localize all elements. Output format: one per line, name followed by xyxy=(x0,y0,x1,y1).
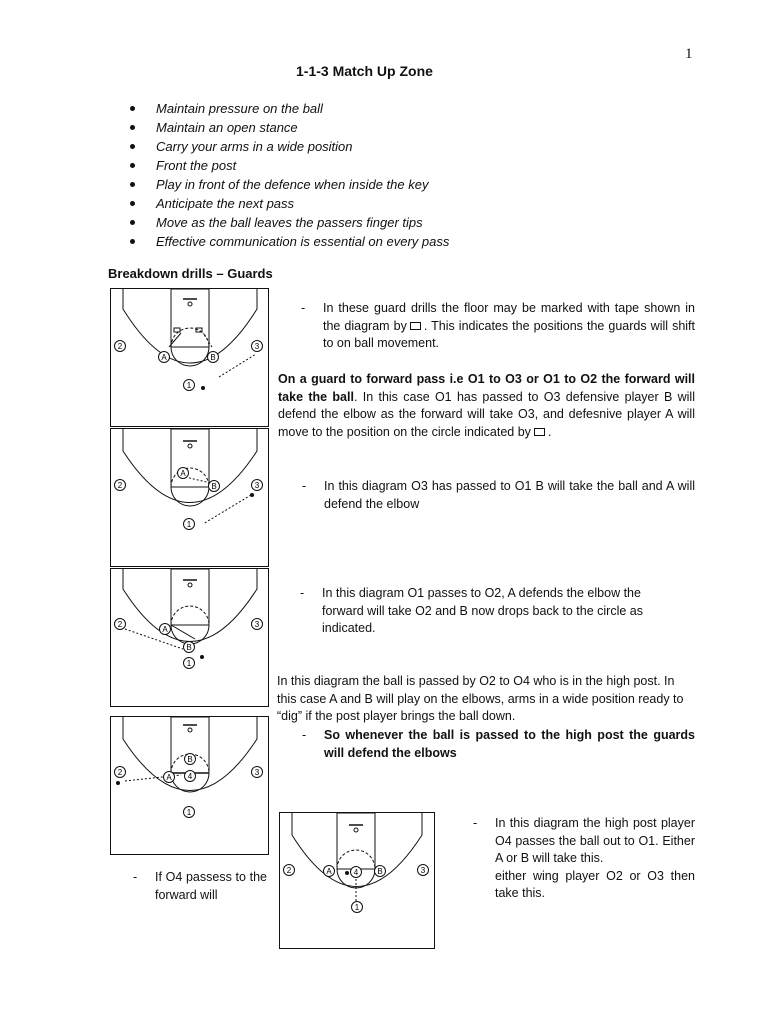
svg-text:A: A xyxy=(326,867,332,876)
svg-text:1: 1 xyxy=(186,808,192,817)
high-post-note: In this diagram the ball is passed by O2 to O4 who is in the high post. In this case A and B will play on the elbows, arms in a wide position ready to “dig” if the post player brings the ball down. xyxy=(277,674,684,723)
svg-text:B: B xyxy=(211,482,217,491)
bullet-icon xyxy=(130,106,135,111)
player-o1 xyxy=(184,380,195,391)
tape-marker-icon xyxy=(410,322,421,330)
section-heading: Breakdown drills – Guards xyxy=(108,266,273,281)
svg-text:3: 3 xyxy=(254,620,260,629)
svg-text:2: 2 xyxy=(117,620,123,629)
ball-icon xyxy=(345,871,349,875)
svg-text:1: 1 xyxy=(186,659,192,668)
player-o3 xyxy=(252,480,263,491)
svg-text:A: A xyxy=(166,773,172,782)
bullet-icon xyxy=(130,125,135,130)
player-o2 xyxy=(115,767,126,778)
defender-a xyxy=(160,624,171,635)
high-post-rule: - So whenever the ball is passed to the high post the guards will defend the elbows xyxy=(302,728,695,760)
svg-text:2: 2 xyxy=(117,342,123,351)
player-o3 xyxy=(252,619,263,630)
svg-text:A: A xyxy=(162,625,168,634)
diagram2-note: - In this diagram O3 has passed to O1 B will take the ball and A will defend the elbow xyxy=(302,479,695,511)
list-item: Play in front of the defence when inside the key xyxy=(130,175,449,194)
svg-text:A: A xyxy=(180,469,186,478)
bullet-icon xyxy=(130,182,135,187)
player-o2 xyxy=(115,341,126,352)
svg-text:1: 1 xyxy=(186,520,192,529)
defender-b xyxy=(375,866,386,877)
tape-note: - In these guard drills the floor may be marked with tape shown in the diagram by . This indicates the positions the guards will shift to on ball movement. xyxy=(301,301,696,350)
list-item: Move as the ball leaves the passers finger tips xyxy=(130,213,449,232)
list-item: Maintain an open stance xyxy=(130,118,449,137)
player-o1 xyxy=(352,902,363,913)
diagram5-note: - In this diagram the high post player O4 passes the ball out to O1. Either A or B will take this. either wing player O2 or O3 then take this. xyxy=(473,816,695,900)
court-diagram-5 xyxy=(279,812,435,949)
diagram3-note: - In this diagram O1 passes to O2, A defends the elbow the forward will take O2 and B now drops back to the circle as indicated. xyxy=(300,586,643,635)
list-item: Carry your arms in a wide position xyxy=(130,137,449,156)
player-o4 xyxy=(351,867,362,878)
defender-b xyxy=(209,481,220,492)
svg-text:3: 3 xyxy=(254,342,260,351)
ball-icon xyxy=(250,493,254,497)
defender-b xyxy=(185,754,196,765)
court-diagram-1 xyxy=(110,288,269,427)
player-o1 xyxy=(184,807,195,818)
svg-text:4: 4 xyxy=(353,868,359,877)
svg-text:2: 2 xyxy=(286,866,292,875)
player-o1 xyxy=(184,519,195,530)
svg-text:A: A xyxy=(161,353,167,362)
defender-a xyxy=(324,866,335,877)
defender-a xyxy=(178,468,189,479)
svg-text:3: 3 xyxy=(254,481,260,490)
player-o3 xyxy=(418,865,429,876)
player-o2 xyxy=(115,619,126,630)
svg-text:2: 2 xyxy=(117,768,123,777)
forward-pass-note: On a guard to forward pass i.e O1 to O3 or O1 to O2 the forward will take the ball. In this case O1 has passed to O3 defensive player B will defend the elbow as the forward will take O3, and defesnive player A will move to the position on the circle indicated by . xyxy=(278,372,695,439)
bullet-icon xyxy=(130,201,135,206)
svg-text:2: 2 xyxy=(117,481,123,490)
ball-icon xyxy=(201,386,205,390)
left-note: - If O4 passess to the forward will xyxy=(133,870,267,902)
svg-text:4: 4 xyxy=(187,772,193,781)
bullet-icon xyxy=(130,239,135,244)
svg-text:B: B xyxy=(187,755,193,764)
player-o4 xyxy=(185,771,196,782)
page-number: 1 xyxy=(685,46,693,62)
svg-text:3: 3 xyxy=(254,768,260,777)
tape-marker-icon xyxy=(534,428,545,436)
bullet-icon xyxy=(130,144,135,149)
player-o1 xyxy=(184,658,195,669)
player-o2 xyxy=(284,865,295,876)
page-title: 1-1-3 Match Up Zone xyxy=(296,63,433,79)
list-item: Maintain pressure on the ball xyxy=(130,99,449,118)
defender-b xyxy=(184,642,195,653)
svg-text:B: B xyxy=(210,353,216,362)
list-item: Anticipate the next pass xyxy=(130,194,449,213)
court-diagram-4 xyxy=(110,716,269,855)
bullet-icon xyxy=(130,163,135,168)
svg-text:3: 3 xyxy=(420,866,426,875)
svg-text:B: B xyxy=(377,867,383,876)
svg-text:B: B xyxy=(186,643,192,652)
list-item: Effective communication is essential on every pass xyxy=(130,232,449,251)
principles-list xyxy=(130,99,449,251)
court-diagram-2 xyxy=(110,428,269,567)
svg-text:1: 1 xyxy=(186,381,192,390)
player-o2 xyxy=(115,480,126,491)
ball-icon xyxy=(200,655,204,659)
player-o3 xyxy=(252,341,263,352)
bullet-icon xyxy=(130,220,135,225)
court-diagram-3 xyxy=(110,568,269,707)
defender-b xyxy=(208,352,219,363)
player-o3 xyxy=(252,767,263,778)
list-item: Front the post xyxy=(130,156,449,175)
ball-icon xyxy=(116,781,120,785)
defender-a xyxy=(164,772,175,783)
defender-a xyxy=(159,352,170,363)
svg-text:1: 1 xyxy=(354,903,360,912)
